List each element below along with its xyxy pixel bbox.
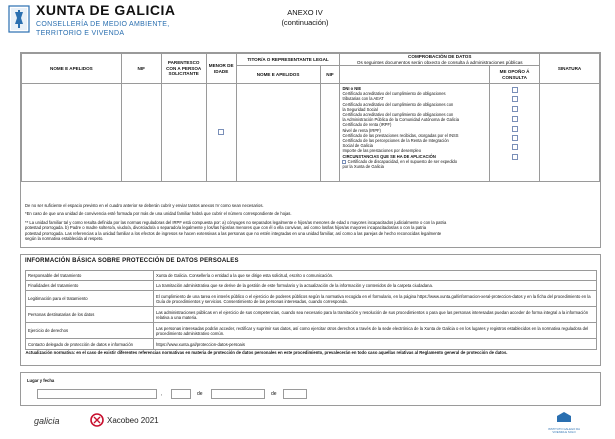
comma-separator: , (161, 391, 163, 397)
protection-value: El cumplimiento de una tarea en interés público o el ejercicio de poderes públicos según la normativa recogida en el formulario, en la página https://www.xunta.gal/informacion-xeral-proteccion-datos y en la ficha del procedimiento en la Guía de procedimientos y servicios. Consentimiento de las personas interesadas, cuando corresponda. (154, 291, 597, 307)
org-title: XUNTA DE GALICIA (36, 2, 176, 18)
annex-heading (270, 8, 340, 28)
protection-value: Las personas interesadas podrán acceder, rectificar y suprimir sus datos, así como ejercitar otros derechos a través de la sede electrónica de la Xunta de Galicia o en los lugares y registros establecidos en la normativa reguladora del procedimiento administrativo común. (154, 323, 597, 339)
member-relationship-cell[interactable] (161, 84, 206, 182)
protection-value: La tramitación administrativa que se derive de la gestión de este formulario y la actualización de la información y contenidos de la carpeta ciudadana. (154, 281, 597, 291)
oppose-checkbox[interactable] (512, 106, 518, 112)
xacobeo-logo-text: Xacobeo 2021 (107, 415, 159, 425)
doc-item: por la Xunta de Galicia (342, 164, 384, 170)
protection-value-link[interactable]: https://www.xunta.gal/proteccion-datos-persoais (154, 339, 597, 350)
header (0, 0, 615, 56)
protection-label: Responsable del tratamiento (26, 271, 154, 281)
data-protection-box (20, 254, 601, 366)
protection-label: Personas destinatarias de los datos (26, 307, 154, 323)
oppose-checkbox[interactable] (512, 144, 518, 150)
doc-item: Certificado de las prestaciones recibidas, otorgadas por el INSS (342, 132, 459, 138)
doc-item: Certificado acreditativo del cumplimiento de obligaciones con (342, 101, 454, 107)
note-3-line2: potestad prorrogada. b) Padre o madre soltero/a, viudo/a, divorciado/a o separado/a legalmente y los/las hijos/as menores que con él o ella convivan, así como los/las hijos/as mayores incapacitados/as o con la patria (25, 225, 427, 231)
doc-item: Certificado de discapacidad, en el supuesto de ser expedido (342, 159, 459, 164)
annex-title: ANEXO IV (287, 8, 323, 17)
ivs-house-icon (555, 411, 573, 423)
protection-label: Ejercicio de derechos (26, 323, 154, 339)
de-separator-2: de (271, 391, 277, 397)
family-members-box (20, 52, 601, 248)
doc-item: Certificado de renta (IRPF) (342, 122, 392, 128)
ivs-logo-text: INSTITUTO GALEGO DA VIVENDA E SOLO (548, 427, 580, 435)
note-1: De no ser suficiente el espacio previsto en el cuadro anterior se deberán cubrir y enviar tantos anexos IV como sean necesarios. (25, 203, 264, 208)
de-separator-1: de (197, 391, 203, 397)
protection-footer: Actualización normativa: en el caso de existir diferentes referencias normativas en materia de protección de datos personales en este procedimiento, prevalecerán en todo caso aquellas relativas al Reglamento general de protección de datos. (25, 350, 508, 355)
xacobeo-logo (90, 413, 159, 427)
note-3-line4: según la normativa establecida al respeto. (25, 236, 104, 242)
place-input[interactable] (37, 389, 157, 399)
protection-value: Las administraciones públicas en el ejercicio de sus competencias, cuando sea necesario para la tramitación y resolución de sus procedimientos o para que las personas interesadas puedan acceder de forma integral a la información relativa a una materia. (154, 307, 597, 323)
place-date-label: Lugar y fecha (27, 378, 55, 383)
doc-item: DNI o NIE (342, 86, 362, 91)
doc-item: Nivel de renta (IRPF) (342, 127, 381, 133)
col-minor-header: MENOR DE IDADE (206, 54, 236, 84)
note-3-line3: potestad prorrogada. Las referencias a la unidad familiar a los efectos de ingresos se hacen extensivas a las personas que no estén integradas en una unidad familiar, así como a las parejas de hecho reconocidas legalmente (25, 230, 442, 236)
member-name-cell[interactable] (22, 84, 122, 182)
col-name-header: NOME E APELIDOS (22, 54, 122, 84)
col-signature-header: SINATURA (540, 54, 600, 84)
day-input[interactable] (171, 389, 191, 399)
guardian-nif-cell[interactable] (320, 84, 340, 182)
protection-label: Finalidades del tratamiento (26, 281, 154, 291)
galicia-logo-text: galicia (34, 416, 60, 426)
oppose-checkbox[interactable] (512, 87, 518, 93)
month-input[interactable] (211, 389, 265, 399)
annex-subtitle: (continuación) (281, 18, 329, 27)
doc-item: la Administración Pública de la Comunidad Autónoma de Galicia (342, 117, 459, 123)
doc-item: Importe de las prestaciones por desempleo (342, 148, 421, 154)
col-verification-header (340, 54, 540, 66)
col-relationship-header: PARENTESCO CON A PERSOA SOLICITANTE (161, 54, 206, 84)
col-guardian-name-header: NOME E APELIDOS (236, 66, 320, 84)
year-input[interactable] (283, 389, 307, 399)
department-line1: CONSELLERÍA DE MEDIO AMBIENTE, (36, 21, 170, 28)
member-minor-cell[interactable] (206, 84, 236, 182)
place-date-box (20, 372, 601, 406)
data-protection-table (25, 270, 597, 355)
verification-title: COMPROBACIÓN DE DATOS (408, 54, 472, 59)
guardian-name-cell[interactable] (236, 84, 320, 182)
col-guardian-header: TITOR/A O REPRESENTANTE LEGAL (236, 54, 340, 66)
note-2: *En caso de que una unidad de convivencia esté formada por más de una unidad familiar habrá que cubrir el número correspondiente de hojas. (25, 211, 292, 217)
notes-block (25, 203, 597, 241)
doc-item: tributarias con la AEAT (342, 96, 384, 102)
ivs-logo (544, 410, 584, 434)
col-guardian-nif-header: NIF (320, 66, 340, 84)
oppose-checkbox[interactable] (512, 154, 518, 160)
doc-item: Certificado de las percepciones de la Renta de Integración (342, 138, 449, 144)
doc-item: Certificado acreditativo del cumplimiento de obligaciones (342, 91, 446, 97)
note-3-line1: ** La unidad familiar tal y como resulta definida por las normas reguladoras del IRPF está compuesta por: a) cónyuges no separados legalmente e hijos/as menores de edad o mayores incapacitados judicialmente o con la patria (25, 219, 447, 225)
oppose-checkbox-column (490, 84, 540, 182)
verification-doc-list (342, 86, 459, 169)
verification-docs-cell (340, 84, 490, 182)
protection-label: Contacto delegado de protección de datos e información (26, 339, 154, 350)
oppose-checkbox[interactable] (512, 116, 518, 122)
oppose-checkbox-cell (490, 84, 540, 182)
doc-item: Certificado acreditativo del cumplimiento de obligaciones con (342, 112, 454, 118)
galicia-logo (34, 416, 60, 426)
oppose-checkbox[interactable] (512, 135, 518, 141)
data-protection-title: INFORMACIÓN BÁSICA SOBRE PROTECCIÓN DE DATOS PERSOALES (25, 258, 239, 264)
protection-label: Legitimación para el tratamiento (26, 291, 154, 307)
verification-subtitle: Os seguintes documentos serán obxecto de consulta á administraciones públicas (356, 59, 523, 65)
oppose-checkbox[interactable] (512, 96, 518, 102)
department-line2: TERRITORIO E VIVENDA (36, 30, 125, 37)
family-members-table (21, 53, 600, 182)
verification-docs-spacer (340, 66, 490, 84)
col-nif-header: NIF (121, 54, 161, 84)
minor-checkbox[interactable] (218, 129, 224, 135)
doc-item: CIRCUNSTANCIAS QUE SE HA DE APLICACIÓN (342, 153, 436, 159)
col-oppose-header: ME OPOÑO Á CONSULTA (490, 66, 540, 84)
member-signature-cell[interactable] (540, 84, 600, 182)
xacobeo-mark-icon (90, 413, 104, 427)
xunta-cross-logo-icon (8, 5, 30, 33)
doc-item: la Seguridad Social (342, 106, 378, 112)
doc-item: Social de Galicia (342, 143, 373, 149)
protection-value: Xunta de Galicia. Consellería o entidad a la que se dirige esta solicitud, escrito o comunicación. (154, 271, 597, 281)
member-nif-cell[interactable] (121, 84, 161, 182)
oppose-checkbox[interactable] (512, 126, 518, 132)
